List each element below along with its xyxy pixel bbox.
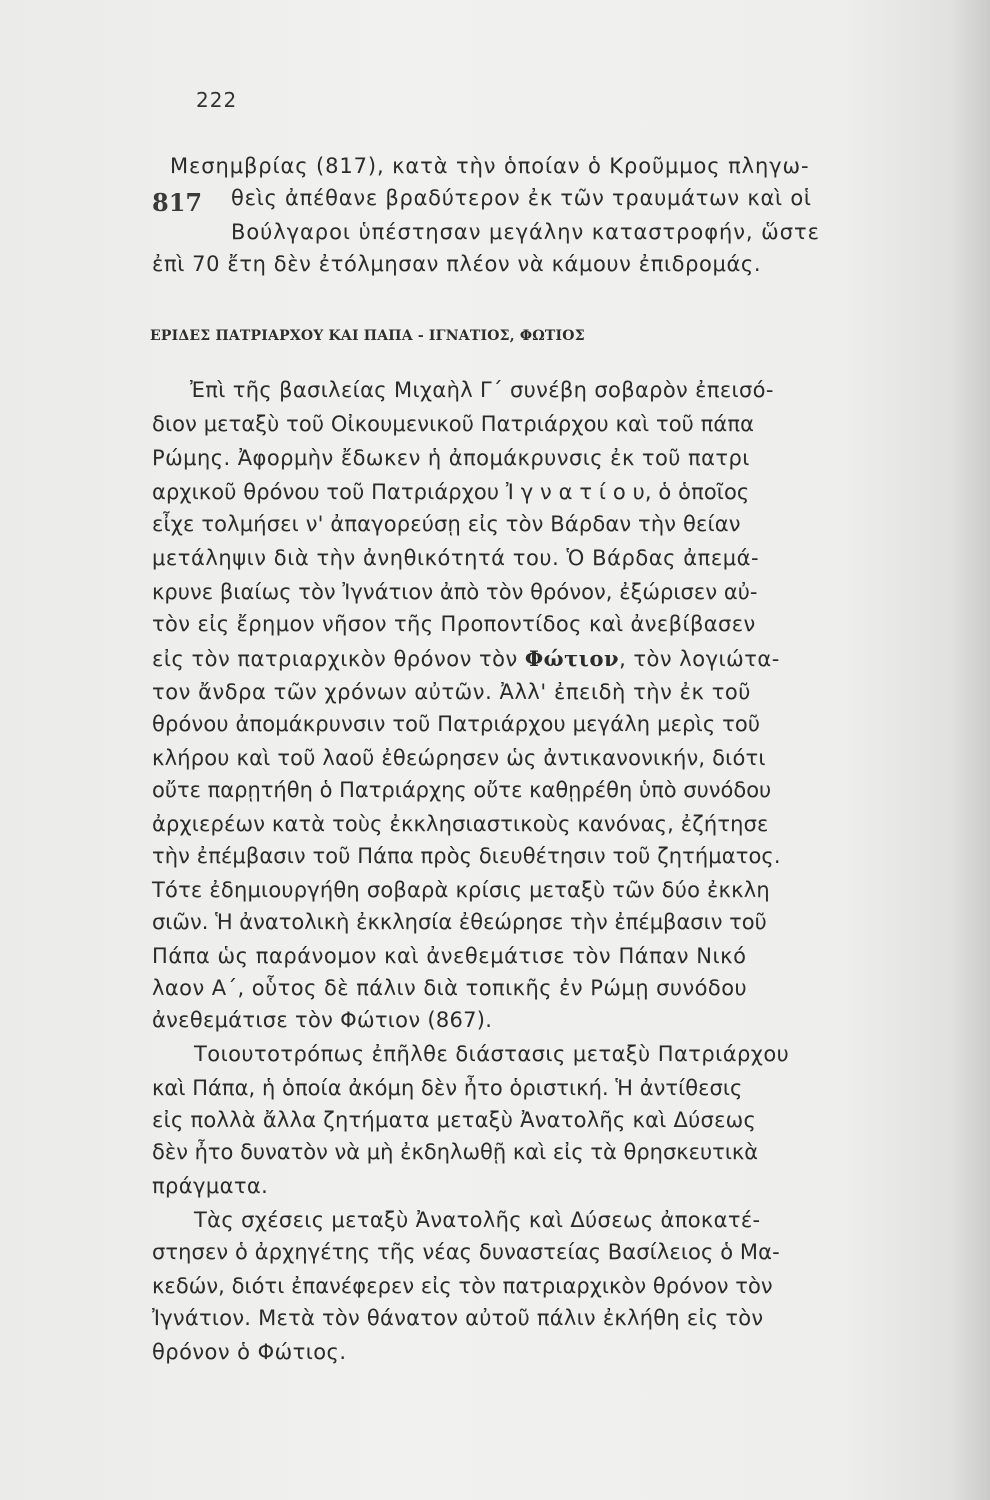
text-line: εἶχε τολμήσει ν' ἀπαγορεύσῃ εἰς τὸν Βάρδαν τὴν θείαν	[152, 512, 741, 536]
text-line: Τοιουτοτρόπως ἐπῆλθε διάστασις μεταξὺ Πατριάρχου	[194, 1042, 790, 1066]
text-segment: εἰς τὸν πατριαρχικὸν θρόνον τὸν	[152, 647, 518, 671]
text-line: τὴν ἐπέμβασιν τοῦ Πάπα πρὸς διευθέτησιν τοῦ ζητήματος.	[152, 844, 781, 868]
text-line: θρόνου ἀπομάκρυνσιν τοῦ Πατριάρχου μεγάλη μερὶς τοῦ	[152, 712, 761, 736]
text-line: εἰς πολλὰ ἄλλα ζητήματα μεταξὺ Ἀνατολῆς καὶ Δύσεως	[152, 1108, 757, 1132]
text-line: Ἐπὶ τῆς βασιλείας Μιχαὴλ Γ΄ συνέβη σοβαρὸν ἐπεισό-	[190, 378, 774, 402]
section-heading: ΕΡΙΔΕΣ ΠΑΤΡΙΑΡΧΟΥ ΚΑΙ ΠΑΠΑ - ΙΓΝΑΤΙΟΣ, ΦΩΤΙΟΣ	[150, 328, 585, 344]
text-line: μετάληψιν διὰ τὴν ἀνηθικότητά του. Ὁ Βάρδας ἀπεμά-	[152, 546, 760, 570]
text-line: ἐπὶ 70 ἔτη δὲν ἐτόλμησαν πλέον νὰ κάμουν ἐπιδρομάς.	[152, 252, 762, 276]
text-line: Τὰς σχέσεις μεταξὺ Ἀνατολῆς καὶ Δύσεως ἀποκατέ-	[194, 1208, 761, 1232]
text-line: τὸν εἰς ἔρημον νῆσον τῆς Προποντίδος καὶ ἀνεβίβασεν	[152, 612, 756, 636]
text-line: θρόνον ὁ Φώτιος.	[152, 1340, 347, 1364]
emphasized-name: Φώτιον	[524, 646, 620, 671]
text-line: θεὶς ἀπέθανε βραδύτερον ἐκ τῶν τραυμάτων καὶ οἱ	[231, 186, 812, 210]
text-line: αρχικοῦ θρόνου τοῦ Πατριάρχου Ἰ γ ν α τ ί ο υ, ὁ ὁποῖος	[152, 480, 750, 504]
text-line: Πάπα ὡς παράνομον καὶ ἀνεθεμάτισε τὸν Πάπαν Νικό	[152, 944, 747, 968]
text-segment: , τὸν λογιώτα-	[619, 647, 780, 671]
text-line: διον μεταξὺ τοῦ Οἰκουμενικοῦ Πατριάρχου καὶ τοῦ πάπα	[152, 412, 755, 436]
text-line: Μεσημβρίας (817), κατὰ τὴν ὁποίαν ὁ Κροῦμμος πληγω-	[170, 154, 810, 178]
margin-year-note: 817	[152, 188, 203, 217]
text-line: λαον Α΄, οὗτος δὲ πάλιν διὰ τοπικῆς ἐν Ρώμῃ συνόδου	[152, 976, 748, 1000]
text-line: οὔτε παρῃτήθη ὁ Πατριάρχης οὔτε καθῃρέθη ὑπὸ συνόδου	[152, 778, 772, 802]
text-line-with-name	[152, 646, 780, 671]
text-line: ἀνεθεμάτισε τὸν Φώτιον (867).	[152, 1008, 493, 1032]
text-line: Ἰγνάτιον. Μετὰ τὸν θάνατον αὐτοῦ πάλιν ἐκλήθη εἰς τὸν	[152, 1306, 764, 1330]
text-line: Βούλγαροι ὑπέστησαν μεγάλην καταστροφήν, ὥστε	[231, 220, 820, 244]
text-line: πράγματα.	[152, 1174, 269, 1198]
text-line: στησεν ὁ ἀρχηγέτης τῆς νέας δυναστείας Βασίλειος ὁ Μα-	[152, 1240, 780, 1264]
text-line: κλήρου καὶ τοῦ λαοῦ ἐθεώρησεν ὡς ἀντικανονικήν, διότι	[152, 746, 766, 770]
text-line: Ρώμης. Ἀφορμὴν ἔδωκεν ἡ ἀπομάκρυνσις ἐκ τοῦ πατρι	[152, 446, 750, 470]
text-line: κεδών, διότι ἐπανέφερεν εἰς τὸν πατριαρχικὸν θρόνον τὸν	[152, 1274, 773, 1298]
page-edge-shadow	[950, 0, 990, 1500]
text-line: τον ἄνδρα τῶν χρόνων αὐτῶν. Ἀλλ' ἐπειδὴ τὴν ἐκ τοῦ	[152, 680, 751, 704]
text-line: σιῶν. Ἡ ἀνατολικὴ ἐκκλησία ἐθεώρησε τὴν ἐπέμβασιν τοῦ	[152, 910, 767, 934]
text-line: ἀρχιερέων κατὰ τοὺς ἐκκλησιαστικοὺς κανόνας, ἐζήτησε	[152, 812, 769, 836]
text-line: Τότε ἐδημιουργήθη σοβαρὰ κρίσις μεταξὺ τῶν δύο ἐκκλη	[152, 878, 770, 902]
text-line: δὲν ἦτο δυνατὸν νὰ μὴ ἐκδηλωθῇ καὶ εἰς τὰ θρησκευτικὰ	[152, 1140, 759, 1164]
text-line: καὶ Πάπα, ἡ ὁποία ἀκόμη δὲν ἦτο ὁριστική. Ἡ ἀντίθεσις	[152, 1076, 743, 1100]
page-number: 222	[196, 88, 238, 112]
text-line: κρυνε βιαίως τὸν Ἰγνάτιον ἀπὸ τὸν θρόνον, ἐξώρισεν αὐ-	[152, 580, 758, 604]
